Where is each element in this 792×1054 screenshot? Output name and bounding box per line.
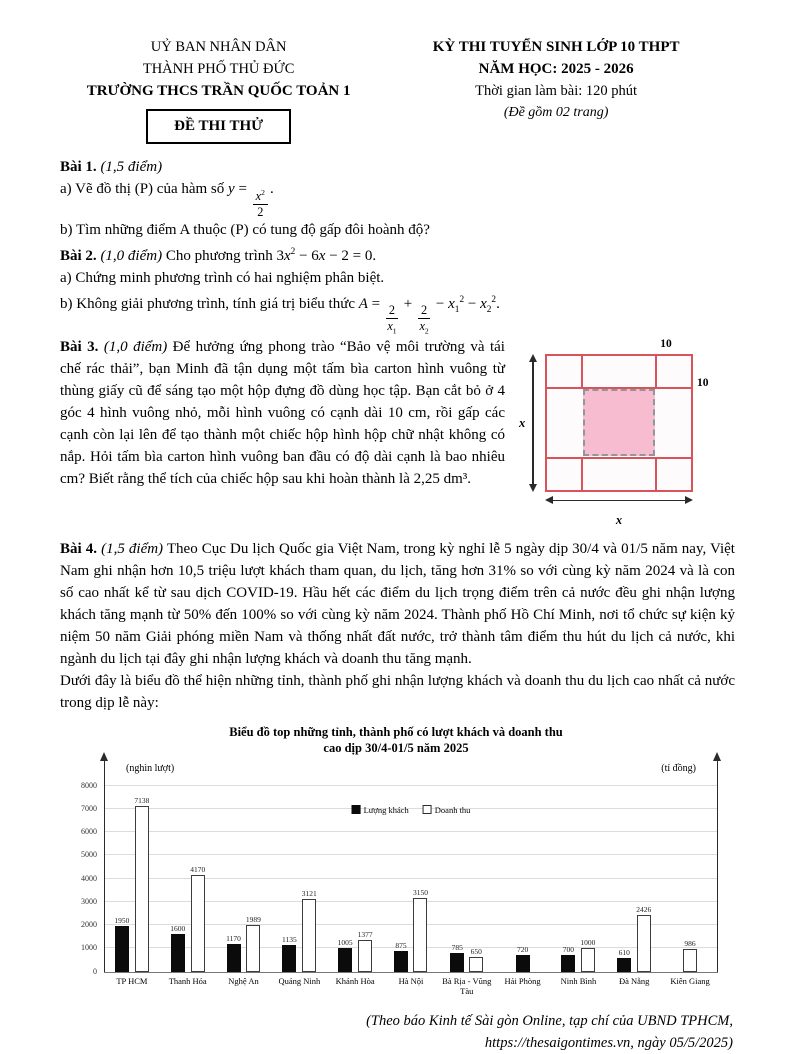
x-axis-label: Kiên Giang: [670, 975, 710, 986]
bar-visitors: [394, 941, 408, 971]
category-group: [327, 930, 383, 972]
category-group: [662, 939, 718, 972]
y-tick-label: 6000: [81, 827, 97, 837]
x-axis-label: TP HCM: [116, 975, 148, 986]
exam-title: KỲ THI TUYỂN SINH LỚP 10 THPT: [432, 39, 680, 55]
bar: [413, 898, 427, 971]
x-axis-label: Nghệ An: [228, 975, 259, 986]
bar-revenue: [683, 939, 697, 972]
bar-value-label: 7138: [134, 795, 150, 805]
category-group: [160, 865, 216, 972]
problem-1b: b) Tìm những điểm A thuộc (P) có tung độ gấp đôi hoành độ?: [60, 221, 430, 238]
bar-value-label: 1000: [580, 938, 596, 948]
page-count-note: (Đề gồm 02 trang): [503, 105, 609, 120]
problem-4-intro-chart: Dưới đây là biểu đồ thể hiện những tỉnh, thành phố ghi nhận lượng khách và doanh thu du lịch cao nhất cả nước trong dịp lễ này:: [60, 672, 735, 711]
bar-value-label: 1989: [245, 915, 261, 925]
x-axis-label: Khánh Hòa: [335, 975, 375, 986]
grid-line: [581, 458, 583, 490]
chart-title-line-2: cao dịp 30/4-01/5 năm 2025: [323, 740, 469, 755]
problem-4: [60, 538, 735, 714]
bar: [282, 945, 296, 971]
bar-value-label: 3150: [412, 888, 428, 898]
figure-left-x-label: x: [519, 415, 526, 430]
bar-revenue: [358, 930, 373, 972]
chart-plot: [104, 786, 718, 973]
category-group: [439, 943, 495, 971]
problem-3-text: Bài 3. (1,0 điểm) Để hưởng ứng phong trào “Bảo vệ môi trường và tái chế rác thải”, bạn Minh đã tận dụng một tấm bìa carton hình vuông từ thùng giấy cũ để sáng tạo một hộp đựng đồ dùng học tập. Bạn cắt bỏ ở 4 góc 4 hình vuông nhỏ, mỗi hình vuông có cạnh dài 10 cm, rồi gấp các cạnh còn lại lên để tạo thành một chiếc hộp hình hộp chữ nhật không có nắp. Hỏi tấm bìa carton hình vuông ban đầu có độ dài cạnh là bao nhiêu cm? Biết rằng thể tích của chiếc hộp sau khi hoàn thành là 2,25 dm³.: [60, 338, 505, 487]
bar: [302, 899, 316, 972]
bar: [637, 915, 651, 971]
figure-right-label: 10: [697, 376, 709, 389]
org-line-2: THÀNH PHỐ THỦ ĐỨC: [142, 61, 295, 77]
bar-revenue: [190, 865, 205, 972]
figure-bottom-x-label: x: [615, 512, 623, 527]
grid-line: [655, 458, 657, 490]
problem-3: [60, 336, 735, 527]
category-group: [606, 905, 662, 971]
bar-revenue: [413, 888, 428, 971]
bar-value-label: 700: [562, 945, 575, 955]
exam-type-box: ĐỀ THI THỬ: [146, 109, 291, 144]
bar: [469, 957, 483, 972]
chart-title: [74, 724, 718, 756]
y-tick-label: 7000: [81, 803, 97, 813]
bar: [561, 955, 575, 971]
x-axis-label: Hà Nội: [398, 975, 424, 986]
bar: [115, 926, 129, 971]
y-tick-label: 2000: [81, 920, 97, 930]
source-citation: [60, 1010, 735, 1054]
grid-line: [655, 356, 657, 388]
bar-revenue: [636, 905, 651, 971]
problem-2-title: Bài 2. (1,0 điểm) Cho phương trình $3x^2 - 6x - 2 = 0$.: [60, 246, 377, 264]
horizontal-double-arrow-icon: [547, 500, 691, 502]
left-axis-caption: (nghìn lượt): [126, 762, 175, 774]
bar-value-label: 1170: [226, 934, 241, 944]
carton-square: [545, 354, 693, 492]
bar-visitors: [516, 945, 530, 972]
bar-revenue: [469, 947, 483, 972]
y-tick-label: 3000: [81, 896, 97, 906]
category-group: [495, 945, 551, 972]
bar-visitors: [282, 935, 297, 971]
chart-xlabels: [104, 976, 718, 996]
bar-value-label: 1135: [281, 935, 297, 945]
bar-value-label: 1377: [357, 929, 373, 939]
category-group: [383, 888, 439, 971]
duration: Thời gian làm bài: 120 phút: [475, 83, 638, 99]
bar: [581, 948, 595, 971]
problem-2b: b) Không giải phương trình, tính giá trị biểu thức A = $\frac{2}{x_1}$ + $\frac{2}{x_2}$ − $x_1^2 - x_2^2$.: [60, 294, 500, 336]
bar-visitors: [561, 945, 575, 971]
source-line-1: (Theo báo Kinh tế Sài gòn Online, tạp chí của UBND TPHCM,: [366, 1012, 733, 1029]
exam-header: [60, 36, 735, 144]
y-tick-label: 0: [93, 966, 97, 976]
problem-1: [60, 156, 735, 241]
bar-value-label: 1005: [337, 938, 353, 948]
category-group: [104, 796, 160, 972]
bar: [358, 940, 372, 972]
bar: [246, 925, 260, 971]
bar: [338, 948, 352, 971]
plot-row: [74, 780, 718, 976]
y-tick-label: 5000: [81, 850, 97, 860]
x-axis-label: Đà Nẵng: [618, 975, 650, 986]
bar-value-label: 1600: [170, 924, 186, 934]
x-axis-label: Thanh Hóa: [168, 975, 207, 986]
tourism-bar-chart: [74, 724, 718, 996]
problem-1a: a) Vẽ đồ thị (P) của hàm số y = $\frac{x^2}{2}$ .: [60, 181, 274, 219]
bar: [450, 953, 464, 971]
bar-visitors: [170, 924, 185, 971]
bar-visitors: [338, 938, 353, 971]
org-line-1: UỶ BAN NHÂN DÂN: [150, 39, 287, 55]
bar-value-label: 986: [684, 938, 696, 948]
grid-line: [581, 356, 583, 388]
bar: [135, 806, 149, 972]
category-group: [271, 889, 327, 972]
grid-line: [547, 457, 691, 459]
vertical-double-arrow-icon: [532, 356, 534, 490]
bar: [171, 934, 185, 971]
legend-item: Doanh thu: [423, 799, 471, 821]
problem-2: [60, 241, 735, 336]
category-group: [551, 938, 607, 971]
header-left: [60, 36, 377, 144]
chart-yticks: [74, 780, 104, 976]
y-tick-label: 1000: [81, 943, 97, 953]
carton-figure: [519, 337, 735, 536]
bar-visitors: [617, 948, 631, 972]
box-base-dashed-square: [583, 389, 655, 456]
bar: [227, 944, 241, 971]
bar-visitors: [114, 916, 129, 971]
x-axis-label: Bà Rịa - Vũng Tàu: [442, 975, 492, 996]
figure-top-label: 10: [660, 337, 672, 350]
problems: [60, 156, 735, 714]
bar-visitors: [450, 943, 464, 971]
header-right: [377, 36, 735, 144]
x-axis-label: Quảng Ninh: [278, 975, 321, 986]
y-tick-label: 4000: [81, 873, 97, 883]
bar: [191, 875, 205, 972]
school-name: TRƯỜNG THCS TRẦN QUỐC TOẢN 1: [86, 83, 351, 99]
school-year: NĂM HỌC: 2025 - 2026: [478, 61, 634, 77]
bars-area: [104, 786, 718, 972]
bar-revenue: [580, 938, 595, 971]
bar-value-label: 720: [516, 944, 529, 954]
x-axis-label: Ninh Bình: [560, 975, 597, 986]
bar: [617, 958, 631, 972]
problem-1-title: Bài 1. (1,5 điểm): [60, 159, 163, 175]
bar-value-label: 875: [395, 941, 407, 951]
bar: [516, 955, 530, 972]
chart-title-line-1: Biểu đồ top những tỉnh, thành phố có lượt khách và doanh thu: [229, 724, 563, 739]
category-group: [216, 915, 272, 971]
bar-value-label: 2426: [636, 905, 652, 915]
bar-value-label: 610: [618, 947, 630, 957]
problem-4-text: Bài 4. (1,5 điểm) Theo Cục Du lịch Quốc gia Việt Nam, trong kỳ nghỉ lễ 5 ngày dịp 30/4 và 01/5 năm nay, Việt Nam ghi nhận hơn 10,5 triệu lượt khách tham quan, du lịch, tăng hơn 31% so với cùng kỳ năm 2024 và là con số cao nhất kể từ sau dịch COVID-19. Hầu hết các điểm du lịch trọng điểm trên cả nước đều ghi nhận lượng khách tăng mạnh từ 50% đến 100% so với cùng kỳ năm 2024. Thành phố Hồ Chí Minh, nơi tổ chức sự kiện kỷ niệm 50 năm Giải phóng miền Nam và thống nhất đất nước, trở thành tâm điểm thu hút du lịch cả nước, khi ngành du lịch tại đây ghi nhận lượng khách và doanh thu tăng mạnh.: [60, 540, 735, 667]
bar: [683, 949, 697, 972]
problem-2a: a) Chứng minh phương trình có hai nghiệm phân biệt.: [60, 269, 385, 286]
x-axis-label: Hải Phòng: [504, 975, 541, 986]
bar-value-label: 3121: [301, 889, 317, 899]
bar-revenue: [302, 889, 317, 972]
bar-revenue: [134, 796, 149, 972]
y-tick-label: 8000: [81, 780, 97, 790]
bar-value-label: 785: [451, 943, 463, 953]
bar-value-label: 4170: [190, 864, 206, 874]
source-line-2: https://thesaigontimes.vn, ngày 05/5/2025): [484, 1034, 733, 1051]
bar-visitors: [226, 934, 241, 971]
legend-item: Lượng khách: [352, 799, 409, 821]
bar-revenue: [246, 915, 261, 971]
bar-value-label: 650: [470, 946, 482, 956]
bar: [394, 951, 408, 971]
chart-body: [74, 756, 718, 996]
right-axis-caption: (tỉ đồng): [661, 762, 696, 774]
bar-value-label: 1950: [114, 916, 130, 926]
